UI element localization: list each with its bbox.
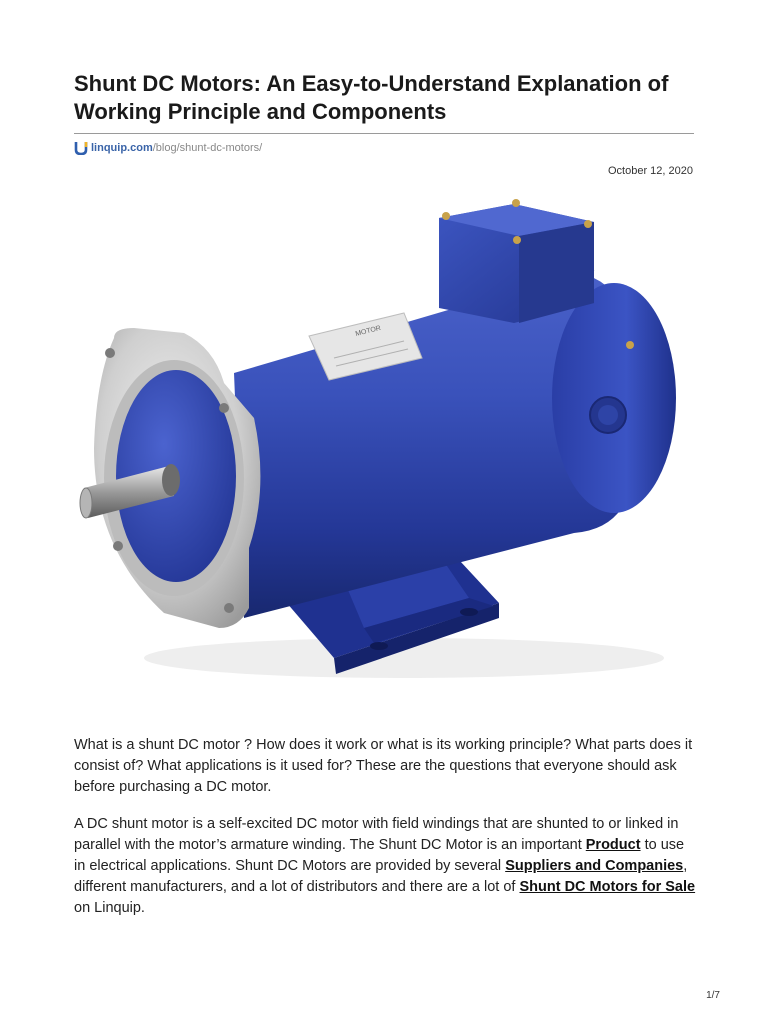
paragraph-text: A DC shunt motor is a self-excited DC motor with field windings that are shunted to or linked in parallel with the motor’s armature winding. The Shunt DC Motor is an important — [74, 816, 679, 853]
product-link[interactable]: Product — [585, 837, 641, 853]
linquip-logo-icon — [74, 141, 88, 155]
title-divider — [74, 133, 694, 134]
paragraph-text: on Linquip. — [74, 900, 145, 916]
suppliers-link[interactable]: Suppliers and Companies — [505, 858, 684, 874]
paragraph-text: , different manufacturers, and a lot of distributors and there are a lot of — [74, 858, 688, 895]
page-indicator: 1/7 — [706, 990, 720, 1001]
article-title: Shunt DC Motors: An Easy-to-Understand Explanation of Working Principle and Components — [74, 71, 669, 124]
dc-motor-image — [74, 188, 694, 720]
paragraph-text: to use in electrical applications. Shunt DC Motors are provided by several — [74, 837, 685, 874]
definition-paragraph — [74, 814, 696, 919]
svg-text:MOTOR: MOTOR — [354, 324, 382, 338]
terminal-box — [439, 199, 594, 323]
source-domain[interactable]: linquip.com — [91, 142, 153, 154]
intro-paragraph: What is a shunt DC motor ? How does it work or what is its working principle? What parts does it consist of? What applications is it used for? These are the questions that everyone should ask before purchasing a DC motor. — [74, 737, 693, 795]
publish-date: October 12, 2020 — [607, 165, 693, 177]
motors-for-sale-link[interactable]: Shunt DC Motors for Sale — [519, 879, 696, 895]
source-link[interactable] — [74, 140, 262, 156]
source-path[interactable]: /blog/shunt-dc-motors/ — [152, 142, 263, 154]
